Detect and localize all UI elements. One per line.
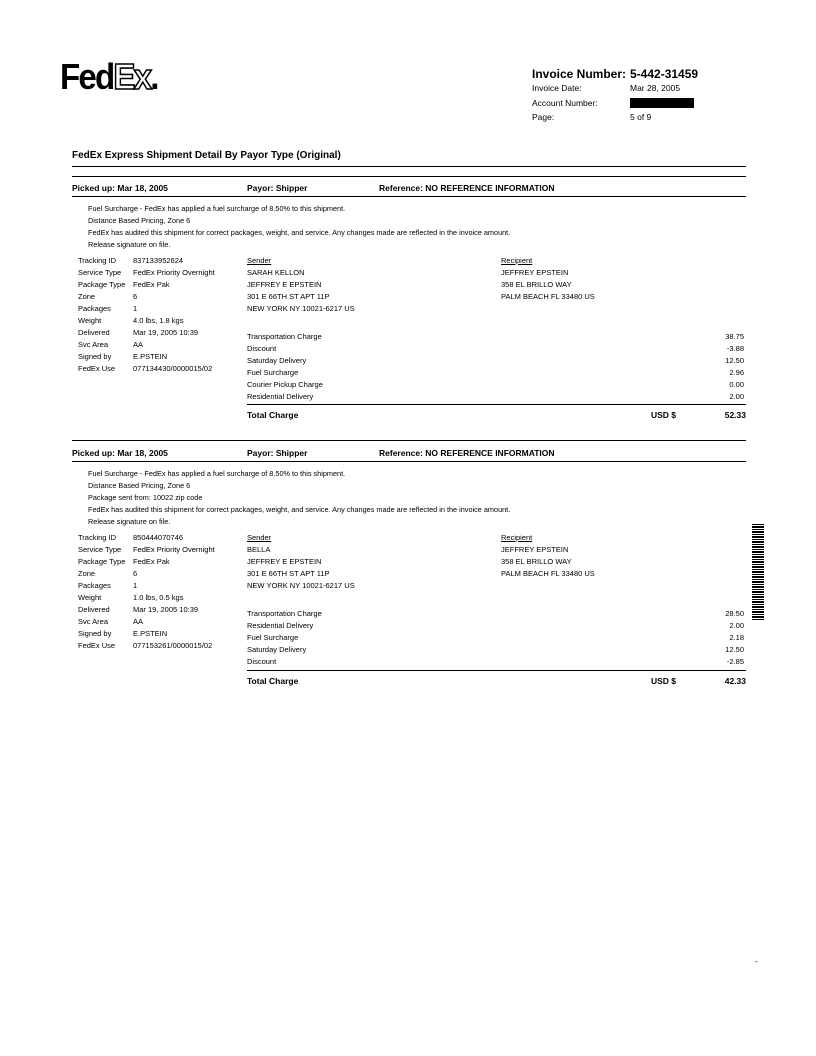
reference: Reference: NO REFERENCE INFORMATION: [379, 183, 555, 193]
detail-values: [133, 532, 215, 652]
packages: 1: [133, 304, 138, 313]
charge-amount: 12.50: [725, 356, 744, 365]
signed-by: E.PSTEIN: [133, 629, 168, 638]
tracking-id: 837133952624: [133, 256, 184, 265]
payor: Payor: Shipper: [247, 448, 308, 458]
detail-label: Tracking ID: [78, 256, 117, 265]
total-rule: [247, 404, 746, 405]
charge-label: Transportation Charge: [247, 609, 322, 618]
note-line: Release signature on file.: [88, 240, 171, 249]
charge-amount: 38.75: [725, 332, 744, 341]
sender-line: JEFFREY E EPSTEIN: [247, 280, 322, 289]
recipient-line: JEFFREY EPSTEIN: [501, 268, 569, 277]
package-type: FedEx Pak: [133, 557, 170, 566]
account-number-label: Account Number:: [532, 98, 598, 108]
barcode-strip: [752, 524, 764, 620]
recipient-heading: Recipient: [501, 256, 533, 265]
sender-heading: Sender: [247, 256, 272, 265]
detail-label: Svc Area: [78, 617, 109, 626]
charge-amount: 2.18: [729, 633, 744, 642]
note-line: Fuel Surcharge - FedEx has applied a fuel surcharge of 8.50% to this shipment.: [88, 204, 346, 213]
detail-label: Packages: [78, 581, 111, 590]
charge-label: Transportation Charge: [247, 332, 322, 341]
detail-label: Weight: [78, 593, 102, 602]
shipment-header-rule: [72, 461, 746, 462]
detail-label: Packages: [78, 304, 111, 313]
detail-label: Weight: [78, 316, 102, 325]
charge-amounts: [684, 608, 744, 668]
sender-line: BELLA: [247, 545, 271, 554]
note-line: FedEx has audited this shipment for correct packages, weight, and service. Any changes made are reflected in the invoice amount.: [88, 505, 511, 514]
sender-block: [247, 532, 355, 592]
logo-ex-text: Ex: [113, 56, 151, 97]
recipient-line: JEFFREY EPSTEIN: [501, 545, 569, 554]
weight: 4.0 lbs, 1.8 kgs: [133, 316, 184, 325]
charge-amount: -2.85: [726, 657, 744, 666]
total-amount: 52.33: [724, 410, 746, 420]
invoice-date: Mar 28, 2005: [630, 83, 681, 93]
total-charge-label: Total Charge: [247, 676, 299, 686]
shipment-header-rule: [72, 196, 746, 197]
detail-label: Delivered: [78, 605, 110, 614]
sender-line: SARAH KELLON: [247, 268, 305, 277]
charge-amount: 2.00: [729, 392, 744, 401]
detail-label: Zone: [78, 569, 96, 578]
service-type: FedEx Priority Overnight: [133, 268, 215, 277]
package-type: FedEx Pak: [133, 280, 170, 289]
payor: Payor: Shipper: [247, 183, 308, 193]
total-charge-label: Total Charge: [247, 410, 299, 420]
detail-label: Delivered: [78, 328, 110, 337]
charge-amount: 2.96: [729, 368, 744, 377]
detail-label: Signed by: [78, 352, 112, 361]
charge-label: Residential Delivery: [247, 392, 314, 401]
recipient-line: PALM BEACH FL 33480 US: [501, 569, 595, 578]
detail-values: [133, 255, 215, 375]
detail-label: Tracking ID: [78, 533, 117, 542]
tracking-id: 850444070746: [133, 533, 184, 542]
detail-label: Service Type: [78, 268, 122, 277]
svc-area: AA: [133, 617, 144, 626]
recipient-line: 358 EL BRILLO WAY: [501, 557, 572, 566]
charge-label: Saturday Delivery: [247, 645, 307, 654]
note-line: FedEx has audited this shipment for correct packages, weight, and service. Any changes made are reflected in the invoice amount.: [88, 228, 511, 237]
recipient-block: [501, 532, 595, 580]
sender-line: 301 E 66TH ST APT 11P: [247, 569, 330, 578]
total-rule: [247, 670, 746, 671]
charge-label: Saturday Delivery: [247, 356, 307, 365]
sender-line: NEW YORK NY 10021-6217 US: [247, 581, 355, 590]
invoice-number-label: Invoice Number:: [532, 67, 627, 81]
recipient-block: [501, 255, 595, 303]
charge-label: Discount: [247, 657, 277, 666]
charge-amount: 12.50: [725, 645, 744, 654]
detail-labels: [78, 532, 125, 652]
currency: USD $: [651, 676, 677, 686]
charge-amount: 28.50: [725, 609, 744, 618]
detail-label: FedEx Use: [78, 364, 116, 373]
detail-label: Zone: [78, 292, 96, 301]
logo-fed-text: Fed: [60, 56, 114, 97]
note-line: Distance Based Pricing, Zone 6: [88, 216, 191, 225]
charge-label: Fuel Surcharge: [247, 633, 299, 642]
invoice-number: 5-442-31459: [630, 67, 699, 81]
detail-label: Service Type: [78, 545, 122, 554]
logo-dot-text: .: [150, 56, 158, 97]
recipient-heading: Recipient: [501, 533, 533, 542]
fedex-use: 077153261/0000015/02: [133, 641, 213, 650]
currency: USD $: [651, 410, 677, 420]
fedex-use: 077134430/0000015/02: [133, 364, 213, 373]
delivered: Mar 19, 2005 10:39: [133, 328, 199, 337]
shipment-top-rule: [72, 440, 746, 441]
note-line: Fuel Surcharge - FedEx has applied a fuel surcharge of 8.50% to this shipment.: [88, 469, 346, 478]
sender-line: NEW YORK NY 10021-6217 US: [247, 304, 355, 313]
delivered: Mar 19, 2005 10:39: [133, 605, 199, 614]
sender-line: JEFFREY E EPSTEIN: [247, 557, 322, 566]
page-number: 5 of 9: [630, 112, 652, 122]
svc-area: AA: [133, 340, 144, 349]
charge-label: Residential Delivery: [247, 621, 314, 630]
zone: 6: [133, 569, 138, 578]
charge-amount: 0.00: [729, 380, 744, 389]
invoice-date-label: Invoice Date:: [532, 83, 582, 93]
sender-line: 301 E 66TH ST APT 11P: [247, 292, 330, 301]
picked-up-date: Picked up: Mar 18, 2005: [72, 448, 168, 458]
signed-by: E.PSTEIN: [133, 352, 168, 361]
detail-label: Svc Area: [78, 340, 109, 349]
charge-labels: [247, 608, 322, 668]
shipment-top-rule: [72, 176, 746, 177]
account-number-redaction: [630, 98, 694, 108]
section-title: FedEx Express Shipment Detail By Payor Type (Original): [72, 150, 341, 161]
note-line: Package sent from: 10022 zip code: [88, 493, 203, 502]
total-amount: 42.33: [724, 676, 746, 686]
weight: 1.0 lbs, 0.5 kgs: [133, 593, 184, 602]
charge-amount: -3.88: [726, 344, 744, 353]
packages: 1: [133, 581, 138, 590]
charge-label: Courier Pickup Charge: [247, 380, 323, 389]
charge-amount: 2.00: [729, 621, 744, 630]
fedex-logo: [60, 55, 158, 99]
footer-mark: -: [755, 957, 758, 966]
recipient-line: 358 EL BRILLO WAY: [501, 280, 572, 289]
zone: 6: [133, 292, 138, 301]
sender-block: [247, 255, 355, 315]
detail-labels: [78, 255, 125, 375]
page-label: Page:: [532, 112, 555, 122]
service-type: FedEx Priority Overnight: [133, 545, 215, 554]
charge-amounts: [684, 331, 744, 403]
detail-label: Signed by: [78, 629, 112, 638]
recipient-line: PALM BEACH FL 33480 US: [501, 292, 595, 301]
charge-label: Fuel Surcharge: [247, 368, 299, 377]
sender-heading: Sender: [247, 533, 272, 542]
picked-up-date: Picked up: Mar 18, 2005: [72, 183, 168, 193]
note-line: Release signature on file.: [88, 517, 171, 526]
charge-label: Discount: [247, 344, 277, 353]
detail-label: Package Type: [78, 557, 126, 566]
note-line: Distance Based Pricing, Zone 6: [88, 481, 191, 490]
section-rule: [72, 166, 746, 167]
reference: Reference: NO REFERENCE INFORMATION: [379, 448, 555, 458]
detail-label: Package Type: [78, 280, 126, 289]
charge-labels: [247, 331, 323, 403]
detail-label: FedEx Use: [78, 641, 116, 650]
